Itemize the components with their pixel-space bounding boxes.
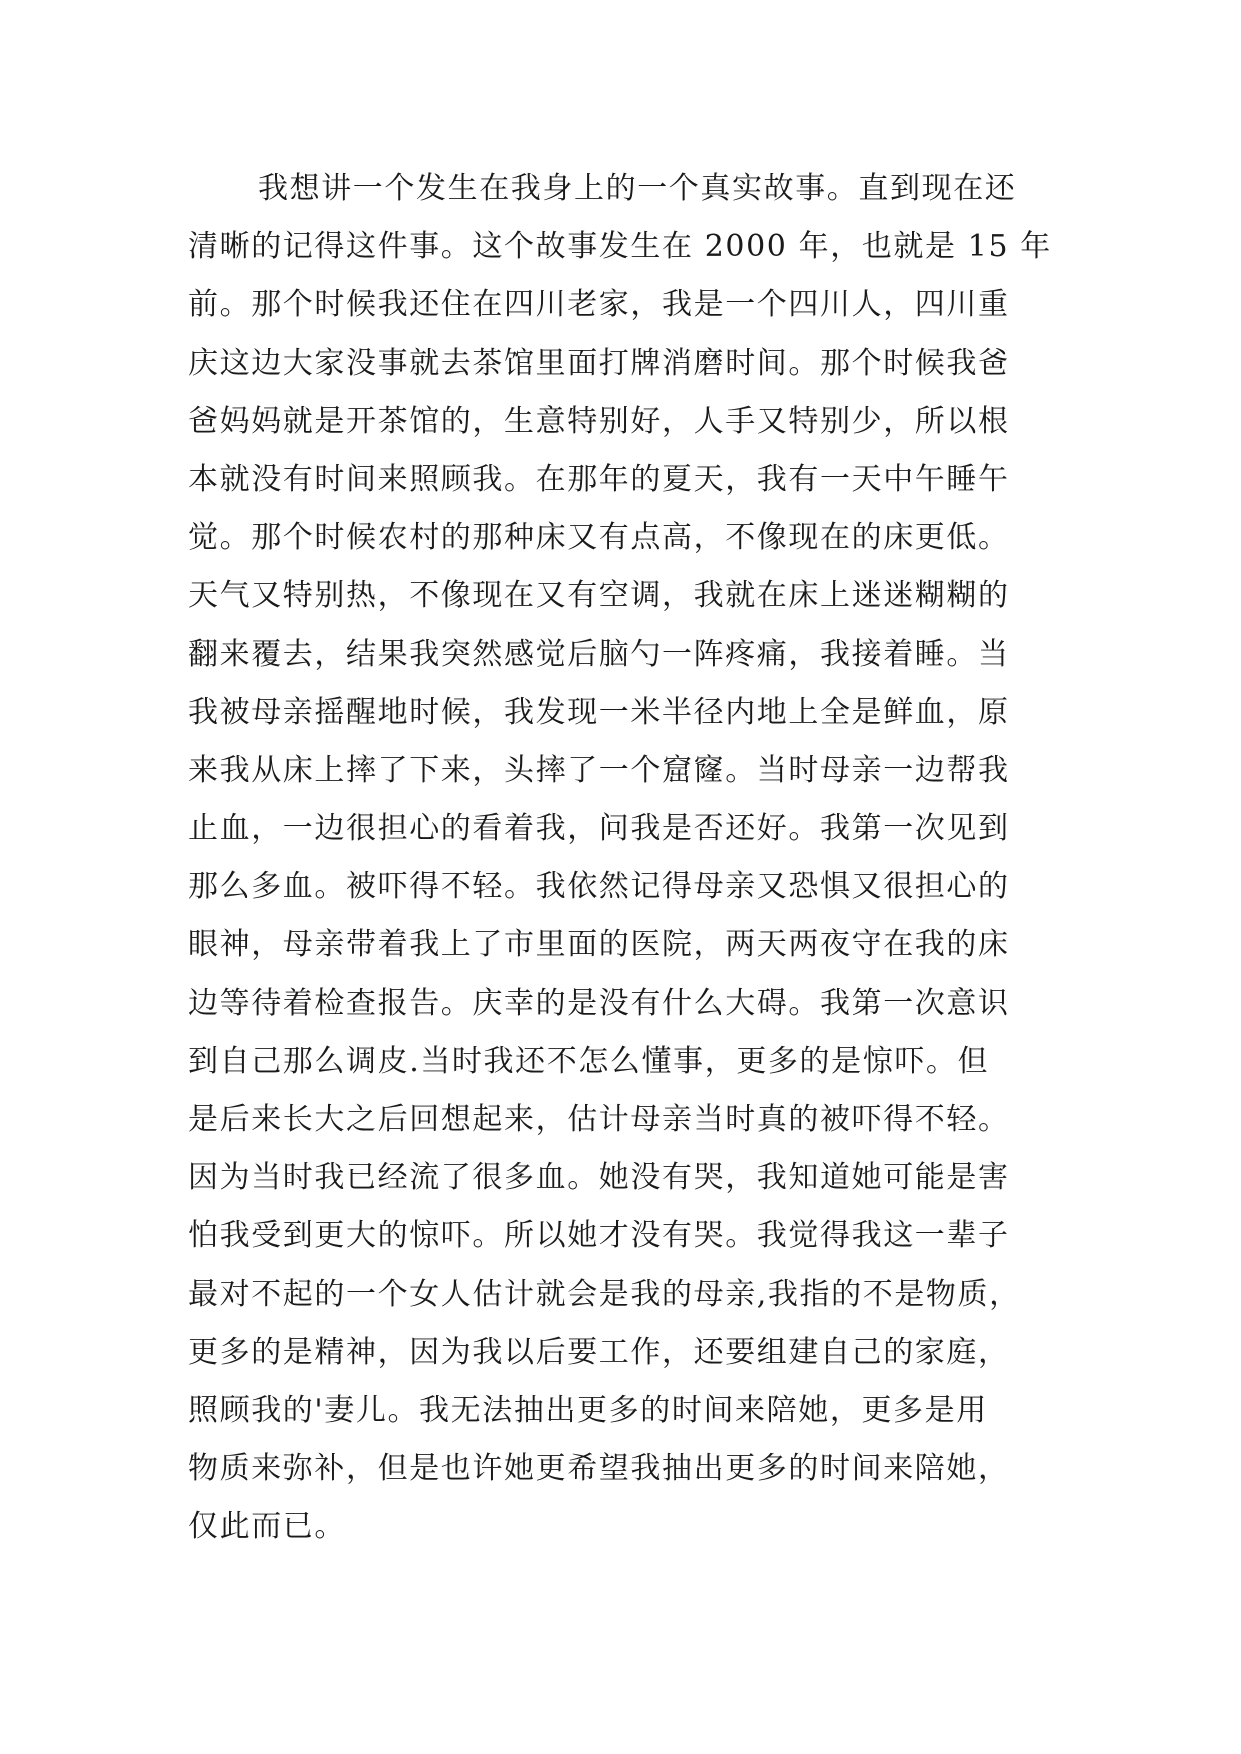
paragraph-line: 边等待着检查报告。庆幸的是没有什么大碍。我第一次意识 (188, 985, 1010, 1021)
paragraph-line: 来我从床上摔了下来，头摔了一个窟窿。当时母亲一边帮我 (188, 752, 1010, 788)
paragraph-line: 本就没有时间来照顾我。在那年的夏天，我有一天中午睡午 (188, 461, 1010, 497)
paragraph-line: 是后来长大之后回想起来，估计母亲当时真的被吓得不轻。 (188, 1102, 1010, 1137)
paragraph-line: 爸妈妈就是开茶馆的，生意特别好，人手又特别少，所以根 (188, 403, 1010, 439)
paragraph-line: 眼神，母亲带着我上了市里面的医院，两天两夜守在我的床 (188, 927, 1010, 963)
paragraph-line: 前。那个时候我还住在四川老家，我是一个四川人，四川重 (188, 287, 1010, 323)
paragraph-line: 那么多血。被吓得不轻。我依然记得母亲又恐惧又很担心的 (188, 869, 1010, 905)
story-paragraph (188, 160, 1068, 1557)
paragraph-line: 因为当时我已经流了很多血。她没有哭，我知道她可能是害 (188, 1160, 1010, 1196)
paragraph-line: 翻来覆去，结果我突然感觉后脑勺一阵疼痛，我接着睡。当 (188, 636, 1010, 672)
paragraph-line: 觉。那个时候农村的那种床又有点高，不像现在的床更低。 (188, 520, 1010, 556)
paragraph-line: 庆这边大家没事就去茶馆里面打牌消磨时间。那个时候我爸 (188, 345, 1010, 381)
paragraph-line: 我被母亲摇醒地时候，我发现一米半径内地上全是鲜血，原 (188, 694, 1010, 730)
paragraph-line: 清晰的记得这件事。这个故事发生在 2000 年，也就是 15 年 (188, 229, 1052, 265)
paragraph-line: 怕我受到更大的惊吓。所以她才没有哭。我觉得我这一辈子 (188, 1218, 1010, 1254)
paragraph-line: 天气又特别热，不像现在又有空调，我就在床上迷迷糊糊的 (188, 578, 1010, 614)
paragraph-line: 更多的是精神，因为我以后要工作，还要组建自己的家庭， (188, 1334, 1010, 1370)
paragraph-line: 照顾我的'妻儿。我无法抽出更多的时间来陪她，更多是用 (188, 1392, 988, 1428)
paragraph-line: 仅此而已。 (188, 1509, 346, 1545)
paragraph-line: 物质来弥补，但是也许她更希望我抽出更多的时间来陪她， (188, 1451, 1010, 1487)
paragraph-line: 最对不起的一个女人估计就会是我的母亲,我指的不是物质， (188, 1276, 1021, 1312)
paragraph-line: 到自己那么调皮.当时我还不怎么懂事，更多的是惊吓。但 (188, 1043, 990, 1079)
paragraph-line: 我想讲一个发生在我身上的一个真实故事。直到现在还 (258, 171, 1017, 206)
paragraph-line: 止血，一边很担心的看着我，问我是否还好。我第一次见到 (188, 811, 1010, 847)
